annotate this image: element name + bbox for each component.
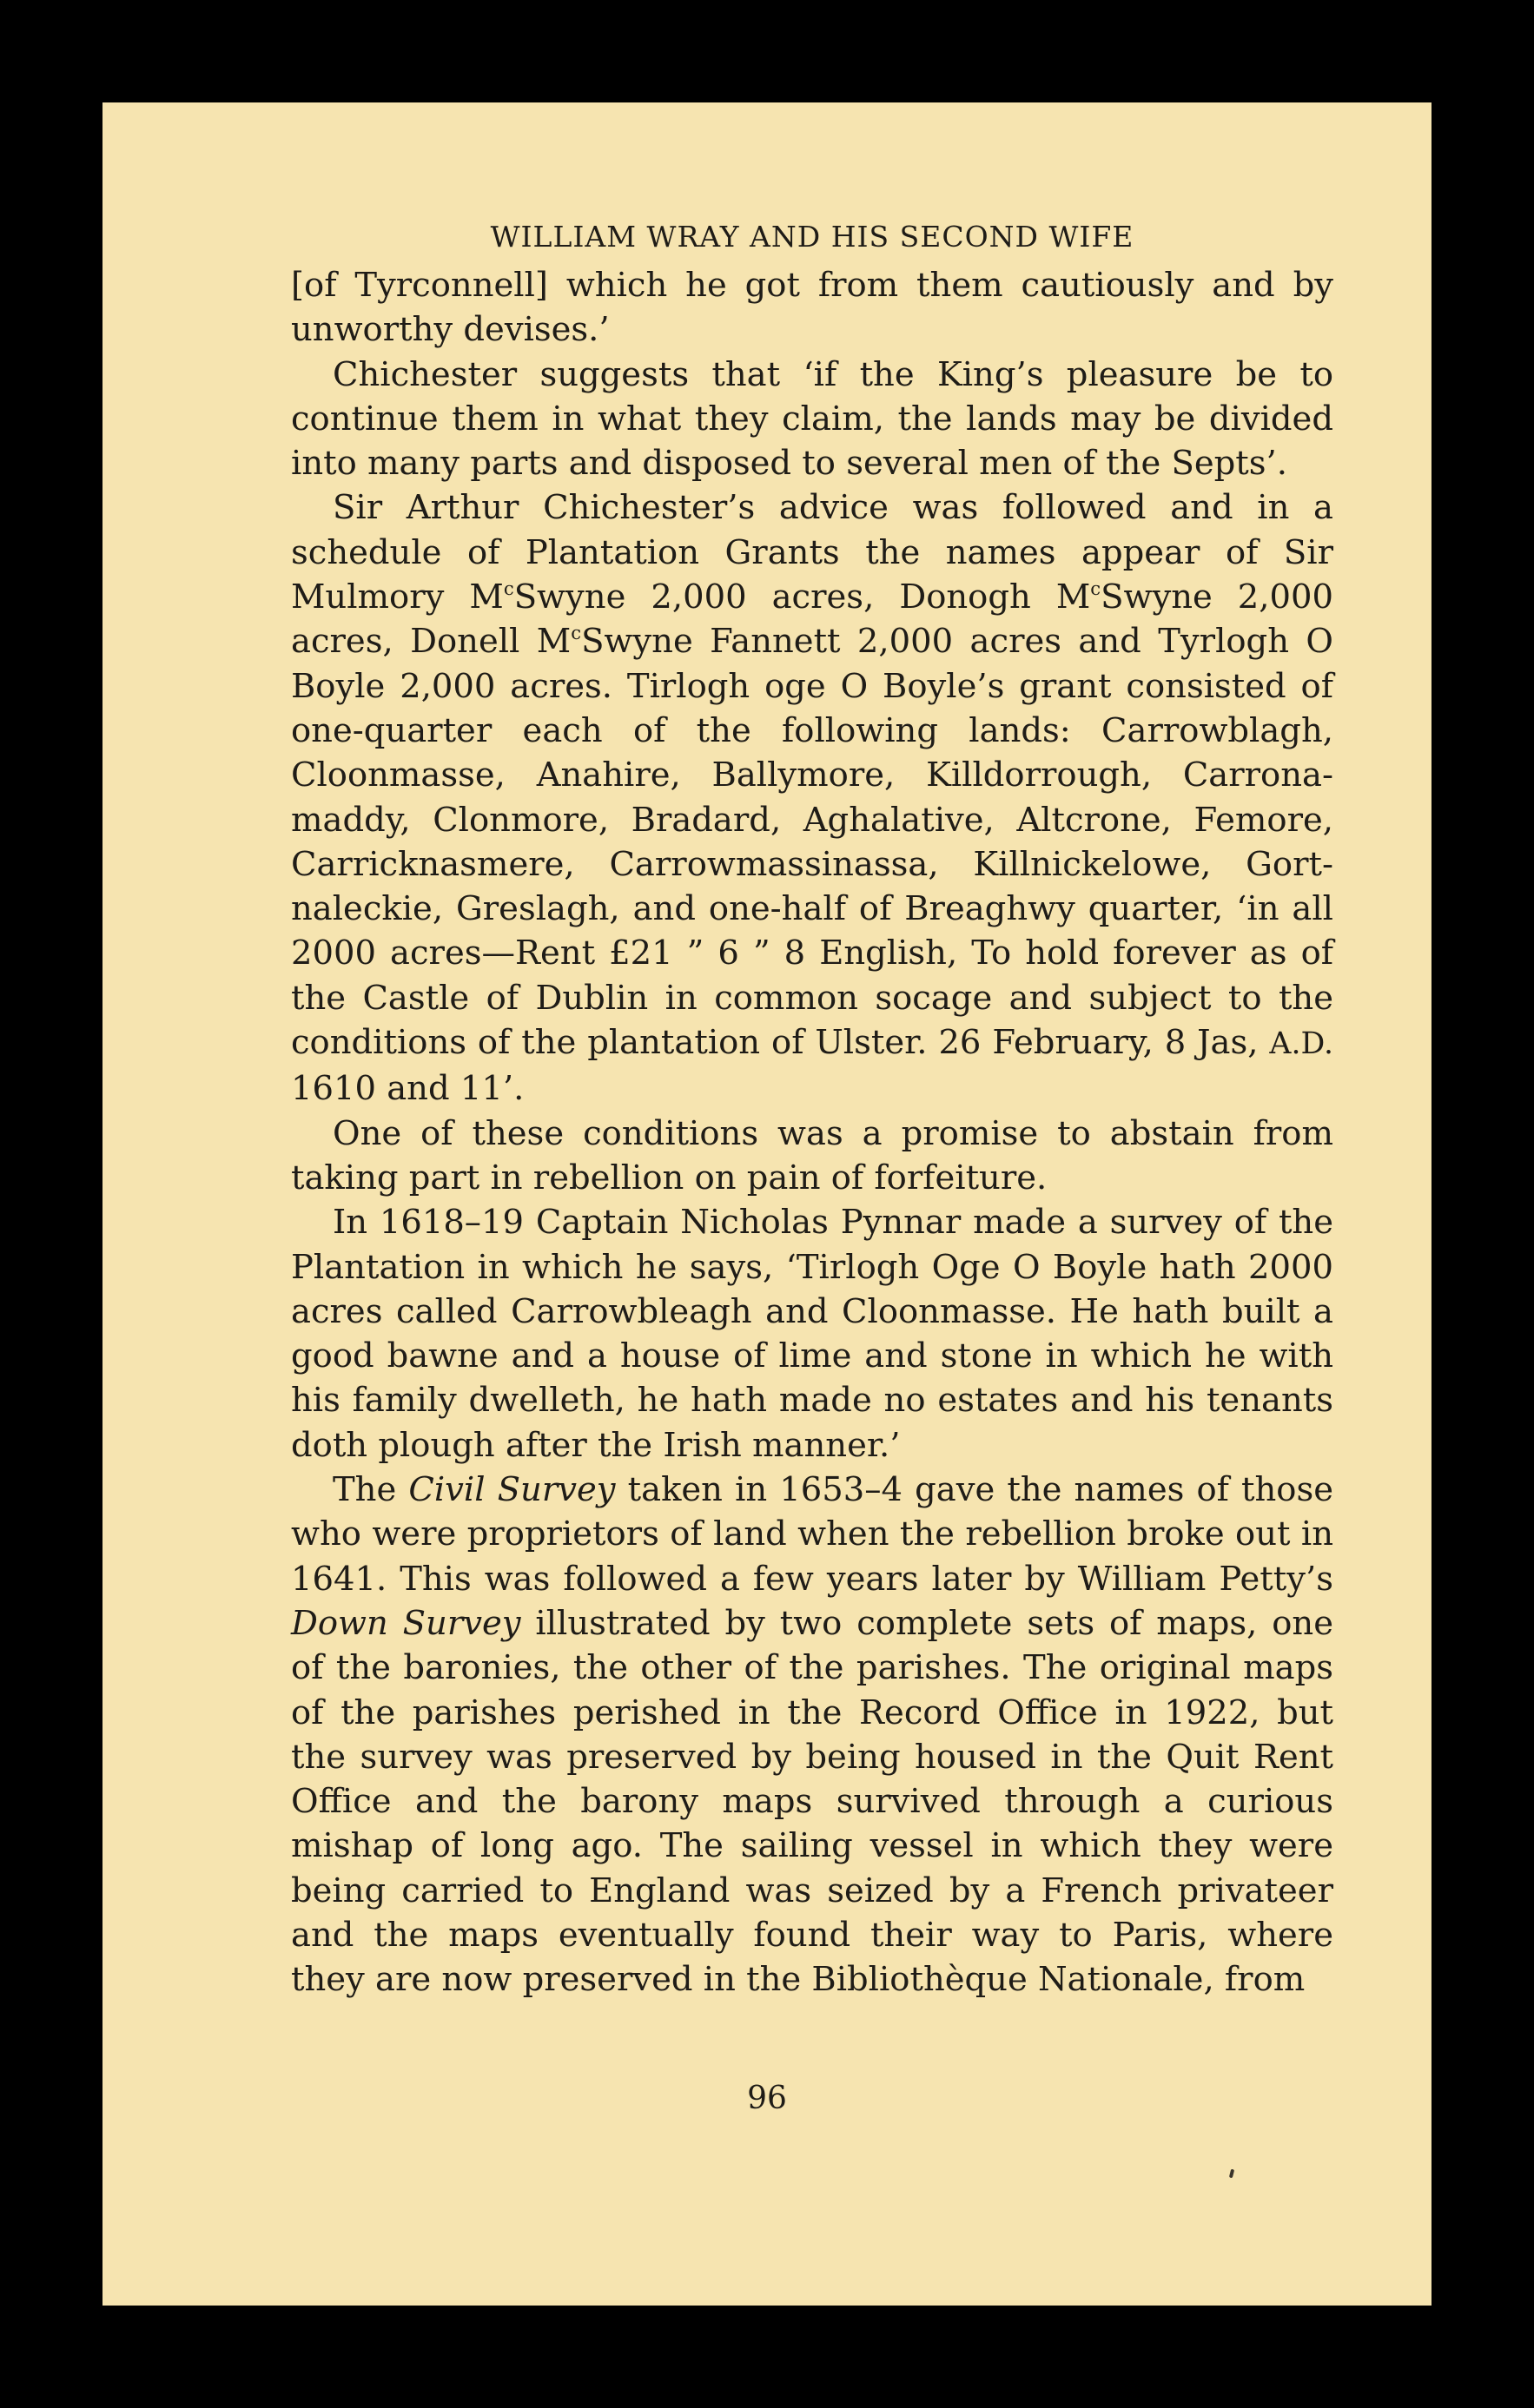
paragraph-1: [of Tyrconnell] which he got from them cautiously and by unworthy devises.’: [291, 266, 1333, 350]
superscript-c: c: [1090, 577, 1101, 600]
down-survey-title: Down Survey: [291, 1603, 521, 1643]
ink-speck: [1229, 2169, 1234, 2179]
paragraph-5: In 1618–19 Captain Nicholas Pynnar made a survey of the Plantation in which he says, ‘Tirlogh Oge O Boyle hath 2000 acres called Carrowbleagh and Cloonmasse. He hath built a good bawne and a house of lime and stone in which he with his family dwelleth, he hath made no estates and his tenants doth plough after the Irish manner.’: [291, 1203, 1333, 1465]
paragraph-3: [291, 485, 1333, 1111]
paragraph-6-part-c: illustrated by two complete sets of maps, one of the baronies, the other of the parishes. The original maps of the parishes perished in the Record Office in 1922, but the survey was preserved by being housed in the Quit Rent Office and the barony maps survived through a curious mishap of long ago. The sailing vessel in which they were being carried to England was seized by a French privateer and the maps eventually found their way to Paris, where they are now preserved in the Bibliothèque Nationale, from: [291, 1603, 1333, 2000]
paragraph-3-part-e: 1610 and 11’.: [291, 1069, 525, 1109]
text-block: [291, 222, 1333, 2002]
paragraph-4: One of these conditions was a promise to abstain from taking part in rebellion on pain of forfeiture.: [291, 1113, 1333, 1197]
paragraph-6: [291, 1468, 1333, 2002]
paragraph-6-part-a: The: [333, 1470, 397, 1510]
page-number: 96: [747, 2081, 787, 2116]
paragraph-3-part-a: Sir Arthur Chichester’s advice was followed and in a schedule of Plantation Grants the names appear of Sir Mulmory M: [291, 488, 1333, 617]
superscript-c: c: [503, 577, 514, 600]
superscript-c: c: [571, 622, 582, 644]
paragraph-6-part-b: taken in 1653–4 gave the names of those who were proprietors of land when the rebellion broke out in 1641. This was followed a few years later by William Petty’s: [291, 1470, 1333, 1599]
running-head: WILLIAM WRAY AND HIS SECOND WIFE: [490, 220, 1134, 254]
paragraph-3-part-c: Swyne 2,000 acres, Donell M: [291, 577, 1334, 662]
book-page: [102, 102, 1432, 2306]
body-text: [291, 263, 1333, 2002]
anno-domini: A.D.: [1269, 1026, 1333, 1062]
paragraph-3-part-b: Swyne 2,000 acres, Donogh M: [513, 577, 1091, 617]
paragraph-2: Chichester suggests that ‘if the King’s pleasure be to continue them in what they claim, the lands may be divided into many parts and disposed to several men of the Septs’.: [291, 354, 1333, 484]
civil-survey-title: Civil Survey: [408, 1470, 616, 1510]
paragraph-3-part-d: Swyne Fannett 2,000 acres and Tyrlogh O Boyle 2,000 acres. Tirlogh oge O Boyle’s grant consisted of one-quarter each of the following lands: Carrowblagh, Cloonmasse, Anahire, Ballymore, Killdorrough, Carronamaddy, Clonmore, Bradard, Aghalative, Altcrone, Femore, Carricknasmere, Carrowmassinassa, Killnickelowe, Gortnaleckie, Greslagh, and one-half of Breaghwy quarter, ‘in all 2000 acres—Rent £21 ” 6 ” 8 English, To hold forever as of the Castle of Dublin in common socage and subject to the conditions of the plantation of Ulster. 26 February, 8 Jas,: [291, 622, 1333, 1063]
